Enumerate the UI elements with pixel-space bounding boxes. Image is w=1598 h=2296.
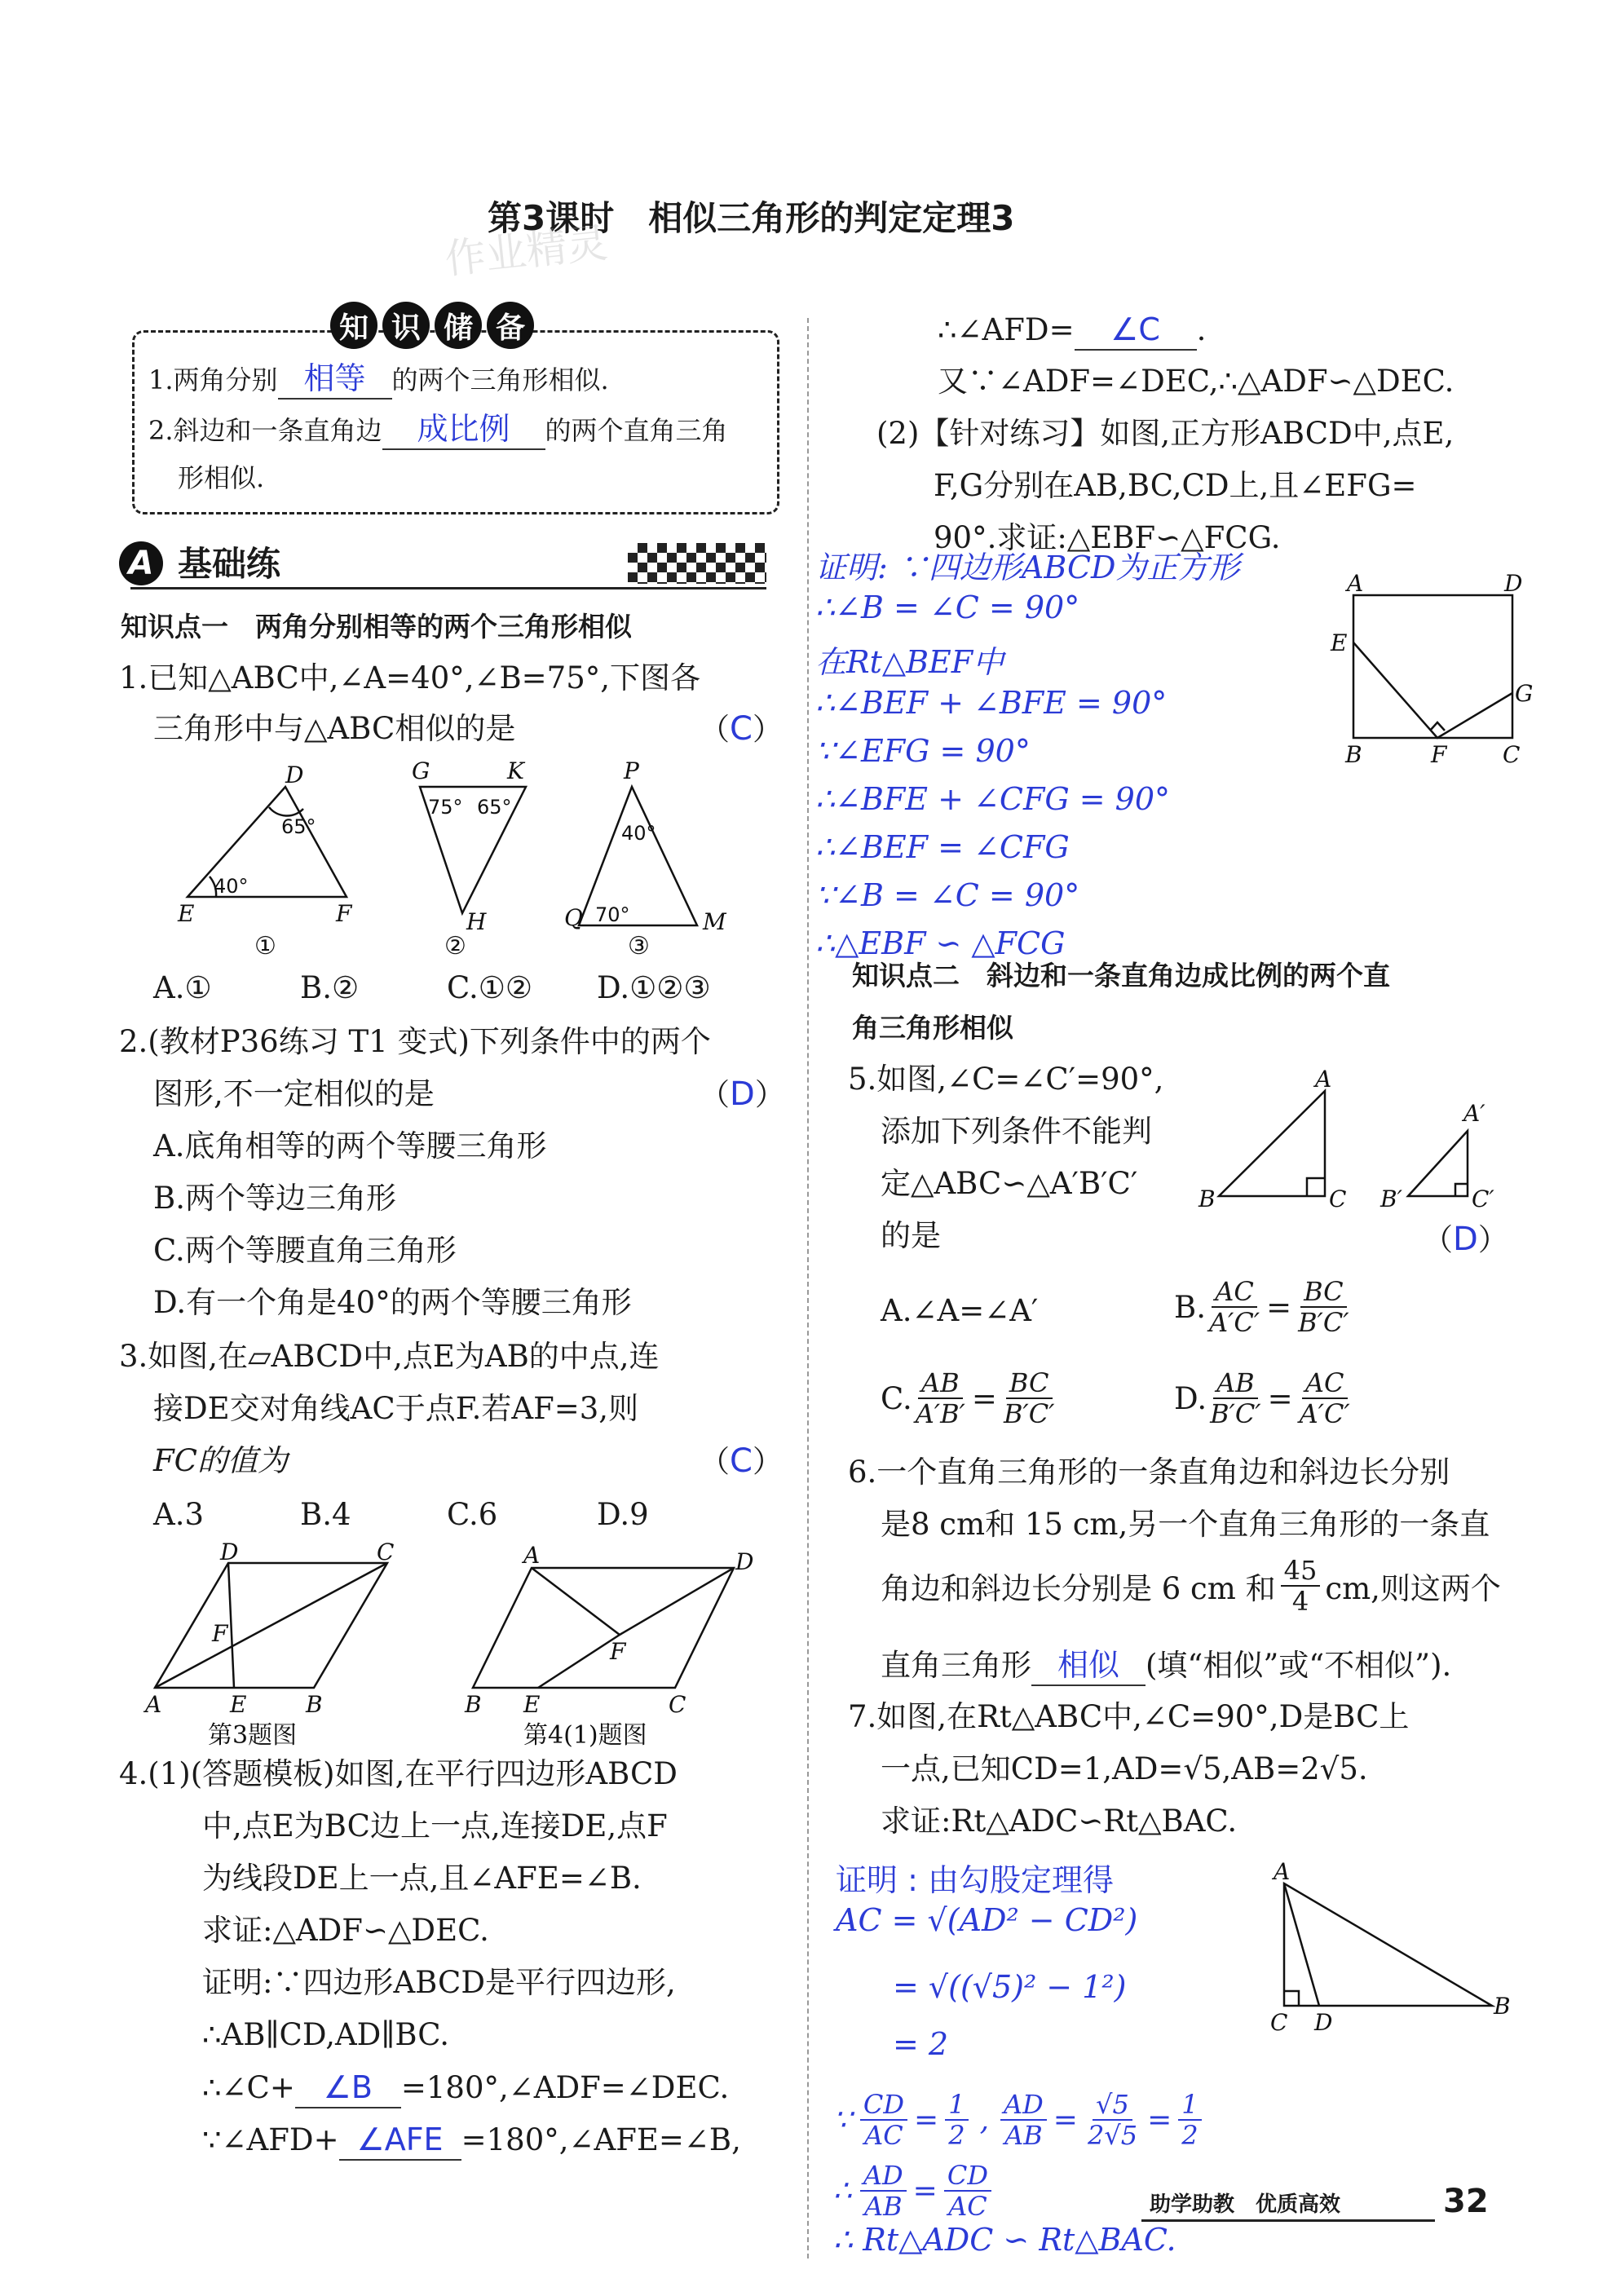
vertex-label: F	[1431, 741, 1447, 768]
vertex-label: F	[212, 1620, 228, 1647]
vertex-label: D	[735, 1548, 754, 1575]
knowledge-line-2: 2.斜边和一条直角边 成比例 的两个直角三角	[148, 409, 728, 450]
angle-label: 75°	[428, 796, 463, 819]
figure-caption: 第3题图	[208, 1721, 298, 1750]
vertex-label: D	[1314, 2009, 1333, 2036]
q3-option-c[interactable]: C.6	[447, 1497, 498, 1532]
answer-blank: 相等	[278, 359, 392, 400]
q5-option-d[interactable]: D. $\frac{AB}{B'C'}$ = $\frac{AC}{A'C'}$	[1174, 1367, 1350, 1429]
q4-line-4: 求证:△ADF∽△DEC.	[202, 1913, 489, 1948]
answer-blank: ∠C	[1075, 310, 1197, 351]
proof-line: 在Rt△BEF中	[815, 644, 1004, 680]
header-char: 备	[487, 302, 534, 349]
q6-line-1: 6.一个直角三角形的一条直角边和斜边长分别	[848, 1455, 1450, 1490]
q1-option-a[interactable]: A.①	[153, 970, 212, 1005]
knowledge-line-3: 形相似.	[178, 462, 265, 493]
q2-answer: （D）	[700, 1075, 785, 1113]
q2-option-c[interactable]: C.两个等腰直角三角形	[153, 1233, 457, 1268]
header-char: 知	[330, 302, 377, 349]
angle-label: 70°	[595, 903, 630, 926]
q4-right-line-2: 又∵∠ADF=∠DEC,∴△ADF∽△DEC.	[938, 364, 1455, 399]
q3-option-b[interactable]: B.4	[300, 1497, 351, 1532]
q3-line-3: FC的值为	[153, 1443, 288, 1478]
q3-q4-figures	[139, 1539, 783, 1750]
proof-line: = 2	[893, 2026, 949, 2062]
proof-line: ∴∠BFE + ∠CFG = 90°	[815, 781, 1171, 817]
vertex-label: G	[1515, 680, 1534, 707]
vertex-label: H	[466, 908, 487, 935]
angle-label: 40°	[621, 822, 656, 845]
vertex-label: C	[669, 1691, 686, 1718]
vertex-label: E	[523, 1691, 541, 1718]
q7-line-1: 7.如图,在Rt△ABC中,∠C=90°,D是BC上	[848, 1699, 1410, 1734]
knowledge-point-1: 知识点一 两角分别相等的两个三角形相似	[121, 611, 632, 642]
vertex-label: A	[1274, 1858, 1291, 1885]
proof-line: ∴△EBF ∽ △FCG	[815, 925, 1066, 961]
proof-line: ∵∠B = ∠C = 90°	[815, 877, 1080, 913]
page-number: 32	[1443, 2183, 1489, 2220]
q5-line-2: 添加下列条件不能判	[881, 1114, 1152, 1149]
vertex-label: E	[178, 900, 195, 927]
proof-line: ∴∠BEF = ∠CFG	[815, 829, 1070, 865]
q3-option-d[interactable]: D.9	[597, 1497, 649, 1532]
q5-line-1: 5.如图,∠C=∠C′=90°,	[848, 1062, 1164, 1097]
q7-ratio-line-2: ∴ $\frac{AD}{AB}$ = $\frac{CD}{AC}$	[833, 2162, 991, 2219]
vertex-label: B	[1198, 1186, 1216, 1212]
q7-conclusion: ∴ Rt△ADC ∽ Rt△BAC.	[833, 2222, 1176, 2258]
vertex-label: B	[1494, 1993, 1511, 2020]
watermark: 作业精灵	[442, 219, 610, 284]
vertex-label: B	[465, 1691, 482, 1718]
q3-line-1: 3.如图,在▱ABCD中,点E为AB的中点,连	[119, 1339, 660, 1374]
proof-line: ∴∠BEF + ∠BFE = 90°	[815, 685, 1168, 721]
q2-line-1: 2.(教材P36练习 T1 变式)下列条件中的两个	[119, 1024, 711, 1059]
vertex-label: A	[1315, 1066, 1332, 1093]
section-title: 基础练	[178, 544, 281, 584]
proof-line: 证明: ∵四边形ABCD为正方形	[815, 550, 1240, 585]
header-char: 储	[435, 302, 482, 349]
vertex-label: B′	[1380, 1186, 1402, 1212]
figure-number: ③	[628, 932, 650, 960]
q4-line-1: 4.(1)(答题模板)如图,在平行四边形ABCD	[119, 1756, 678, 1791]
q4-line-3: 为线段DE上一点,且∠AFE=∠B.	[202, 1861, 642, 1896]
figure-number: ②	[444, 932, 466, 960]
vertex-label: A	[1347, 570, 1364, 597]
vertex-label: A′	[1463, 1100, 1485, 1127]
q6-line-4: 直角三角形 相似 (填“相似”或“不相似”).	[881, 1645, 1451, 1686]
column-divider	[807, 318, 809, 2258]
q5-answer: （D）	[1423, 1221, 1508, 1258]
q6-line-3: 角边和斜边长分别是 6 cm 和 $\frac{45}{4}$ cm,则这两个	[881, 1555, 1501, 1617]
vertex-label: A	[523, 1542, 541, 1569]
q4-line-7: ∴∠C+ ∠B =180°,∠ADF=∠DEC.	[202, 2068, 729, 2108]
q5-line-3: 定△ABC∽△A′B′C′	[881, 1166, 1138, 1201]
section-badge: A	[119, 541, 163, 585]
q7-figure	[1256, 1859, 1525, 2038]
vertex-label: Q	[564, 904, 583, 931]
knowledge-point-2-line-1: 知识点二 斜边和一条直角边成比例的两个直	[852, 960, 1390, 991]
vertex-label: D	[285, 762, 304, 788]
answer-blank: 成比例	[382, 409, 545, 450]
vertex-label: D	[1504, 570, 1523, 597]
footer-rule	[1141, 2219, 1435, 2222]
vertex-label: C′	[1472, 1186, 1494, 1212]
q7-ratio-line: ∵ $\frac{CD}{AC}$ = $\frac{1}{2}$ , $\frac{AD}{AB}$ = $\frac{√5}{2√5}$ = $\frac{1}{2}$	[833, 2091, 1202, 2148]
q1-option-c[interactable]: C.①②	[447, 970, 533, 1005]
q5-option-a[interactable]: A.∠A=∠A′	[881, 1293, 1039, 1328]
q1-option-d[interactable]: D.①②③	[597, 970, 711, 1005]
q5-line-4: 的是	[881, 1218, 941, 1253]
q7-line-2: 一点,已知CD=1,AD=√5,AB=2√5.	[881, 1751, 1368, 1786]
vertex-label: G	[412, 757, 430, 784]
vertex-label: K	[507, 757, 524, 784]
q2-option-b[interactable]: B.两个等边三角形	[153, 1181, 396, 1216]
q5-option-c[interactable]: C. $\frac{AB}{A'B'}$ = $\frac{BC}{B'C'}$	[881, 1367, 1055, 1429]
vertex-label: B	[306, 1691, 323, 1718]
q4-right-line-5: 90°.求证:△EBF∽△FCG.	[934, 520, 1281, 555]
proof-line: ∴∠B = ∠C = 90°	[815, 589, 1080, 625]
knowledge-header	[330, 302, 534, 349]
q3-line-2: 接DE交对角线AC于点F.若AF=3,则	[153, 1391, 639, 1426]
vertex-label: C	[1270, 2009, 1288, 2036]
proof-line: AC = √(AD² − CD²)	[836, 1902, 1138, 1938]
footer-slogan: 助学助教 优质高效	[1150, 2192, 1341, 2217]
q5-option-b[interactable]: B. $\frac{AC}{A'C'}$ = $\frac{BC}{B'C'}$	[1174, 1276, 1349, 1338]
answer-blank: ∠B	[295, 2068, 401, 2108]
q3-answer: （C）	[700, 1442, 783, 1480]
q1-answer: （C）	[700, 710, 783, 748]
q6-line-2: 是8 cm和 15 cm,另一个直角三角形的一条直	[881, 1507, 1490, 1542]
q1-figures	[163, 758, 766, 962]
proof-line: = √((√5)² − 1²)	[893, 1969, 1127, 2005]
q1-option-b[interactable]: B.②	[300, 970, 360, 1005]
angle-label: 65°	[281, 815, 316, 838]
q5-figure	[1194, 1056, 1521, 1227]
parallelogram-4	[473, 1568, 734, 1688]
vertex-label: F	[336, 900, 352, 927]
checker-decoration	[628, 543, 766, 584]
q7-line-3: 求证:Rt△ADC∽Rt△BAC.	[881, 1804, 1238, 1839]
figure-caption: 第4(1)题图	[523, 1721, 647, 1750]
vertex-label: C	[377, 1539, 395, 1565]
answer-blank: 相似	[1031, 1645, 1146, 1686]
page-title: 第3课时 相似三角形的判定定理3	[488, 198, 1015, 238]
vertex-label: P	[624, 757, 639, 784]
vertex-label: D	[220, 1539, 239, 1565]
q4-right-line-3: (2)【针对练习】如图,正方形ABCD中,点E,	[876, 416, 1455, 451]
q4-right-line-4: F,G分别在AB,BC,CD上,且∠EFG=	[934, 468, 1417, 503]
proof-line: ∵∠EFG = 90°	[815, 733, 1031, 769]
q2-option-a[interactable]: A.底角相等的两个等腰三角形	[153, 1128, 547, 1163]
section-rule	[130, 587, 766, 589]
header-char: 识	[382, 302, 430, 349]
q4-line-8: ∵∠AFD+ ∠AFE =180°,∠AFE=∠B,	[202, 2120, 741, 2161]
vertex-label: C	[1329, 1186, 1347, 1212]
vertex-label: A	[145, 1691, 162, 1718]
proof-line: 证明 : 由勾股定理得	[836, 1862, 1114, 1898]
q4-line-5: 证明:∵四边形ABCD是平行四边形,	[202, 1965, 676, 2000]
q1-line-2: 三角形中与△ABC相似的是	[153, 711, 516, 746]
square-figure	[1321, 570, 1534, 768]
vertex-label: F	[610, 1638, 626, 1665]
q2-option-d[interactable]: D.有一个角是40°的两个等腰三角形	[153, 1285, 632, 1320]
q4-line-2: 中,点E为BC边上一点,连接DE,点F	[202, 1808, 668, 1843]
angle-label: 40°	[214, 875, 249, 898]
vertex-label: C	[1503, 741, 1521, 768]
q3-option-a[interactable]: A.3	[153, 1497, 205, 1532]
q1-line-1: 1.已知△ABC中,∠A=40°,∠B=75°,下图各	[119, 660, 701, 695]
vertex-label: E	[1331, 629, 1348, 656]
figure-number: ①	[254, 932, 276, 960]
vertex-label: M	[703, 908, 726, 935]
q4-right-line-1: ∴∠AFD= ∠C .	[938, 310, 1206, 351]
knowledge-point-2-line-2: 角三角形相似	[852, 1012, 1013, 1044]
angle-label: 65°	[477, 796, 512, 819]
q4-line-6: ∴AB∥CD,AD∥BC.	[202, 2017, 450, 2052]
vertex-label: E	[230, 1691, 247, 1718]
answer-blank: ∠AFE	[339, 2120, 461, 2161]
knowledge-line-1: 1.两角分别 相等 的两个三角形相似.	[148, 359, 609, 400]
vertex-label: B	[1345, 741, 1362, 768]
q2-line-2: 图形,不一定相似的是	[153, 1076, 435, 1111]
